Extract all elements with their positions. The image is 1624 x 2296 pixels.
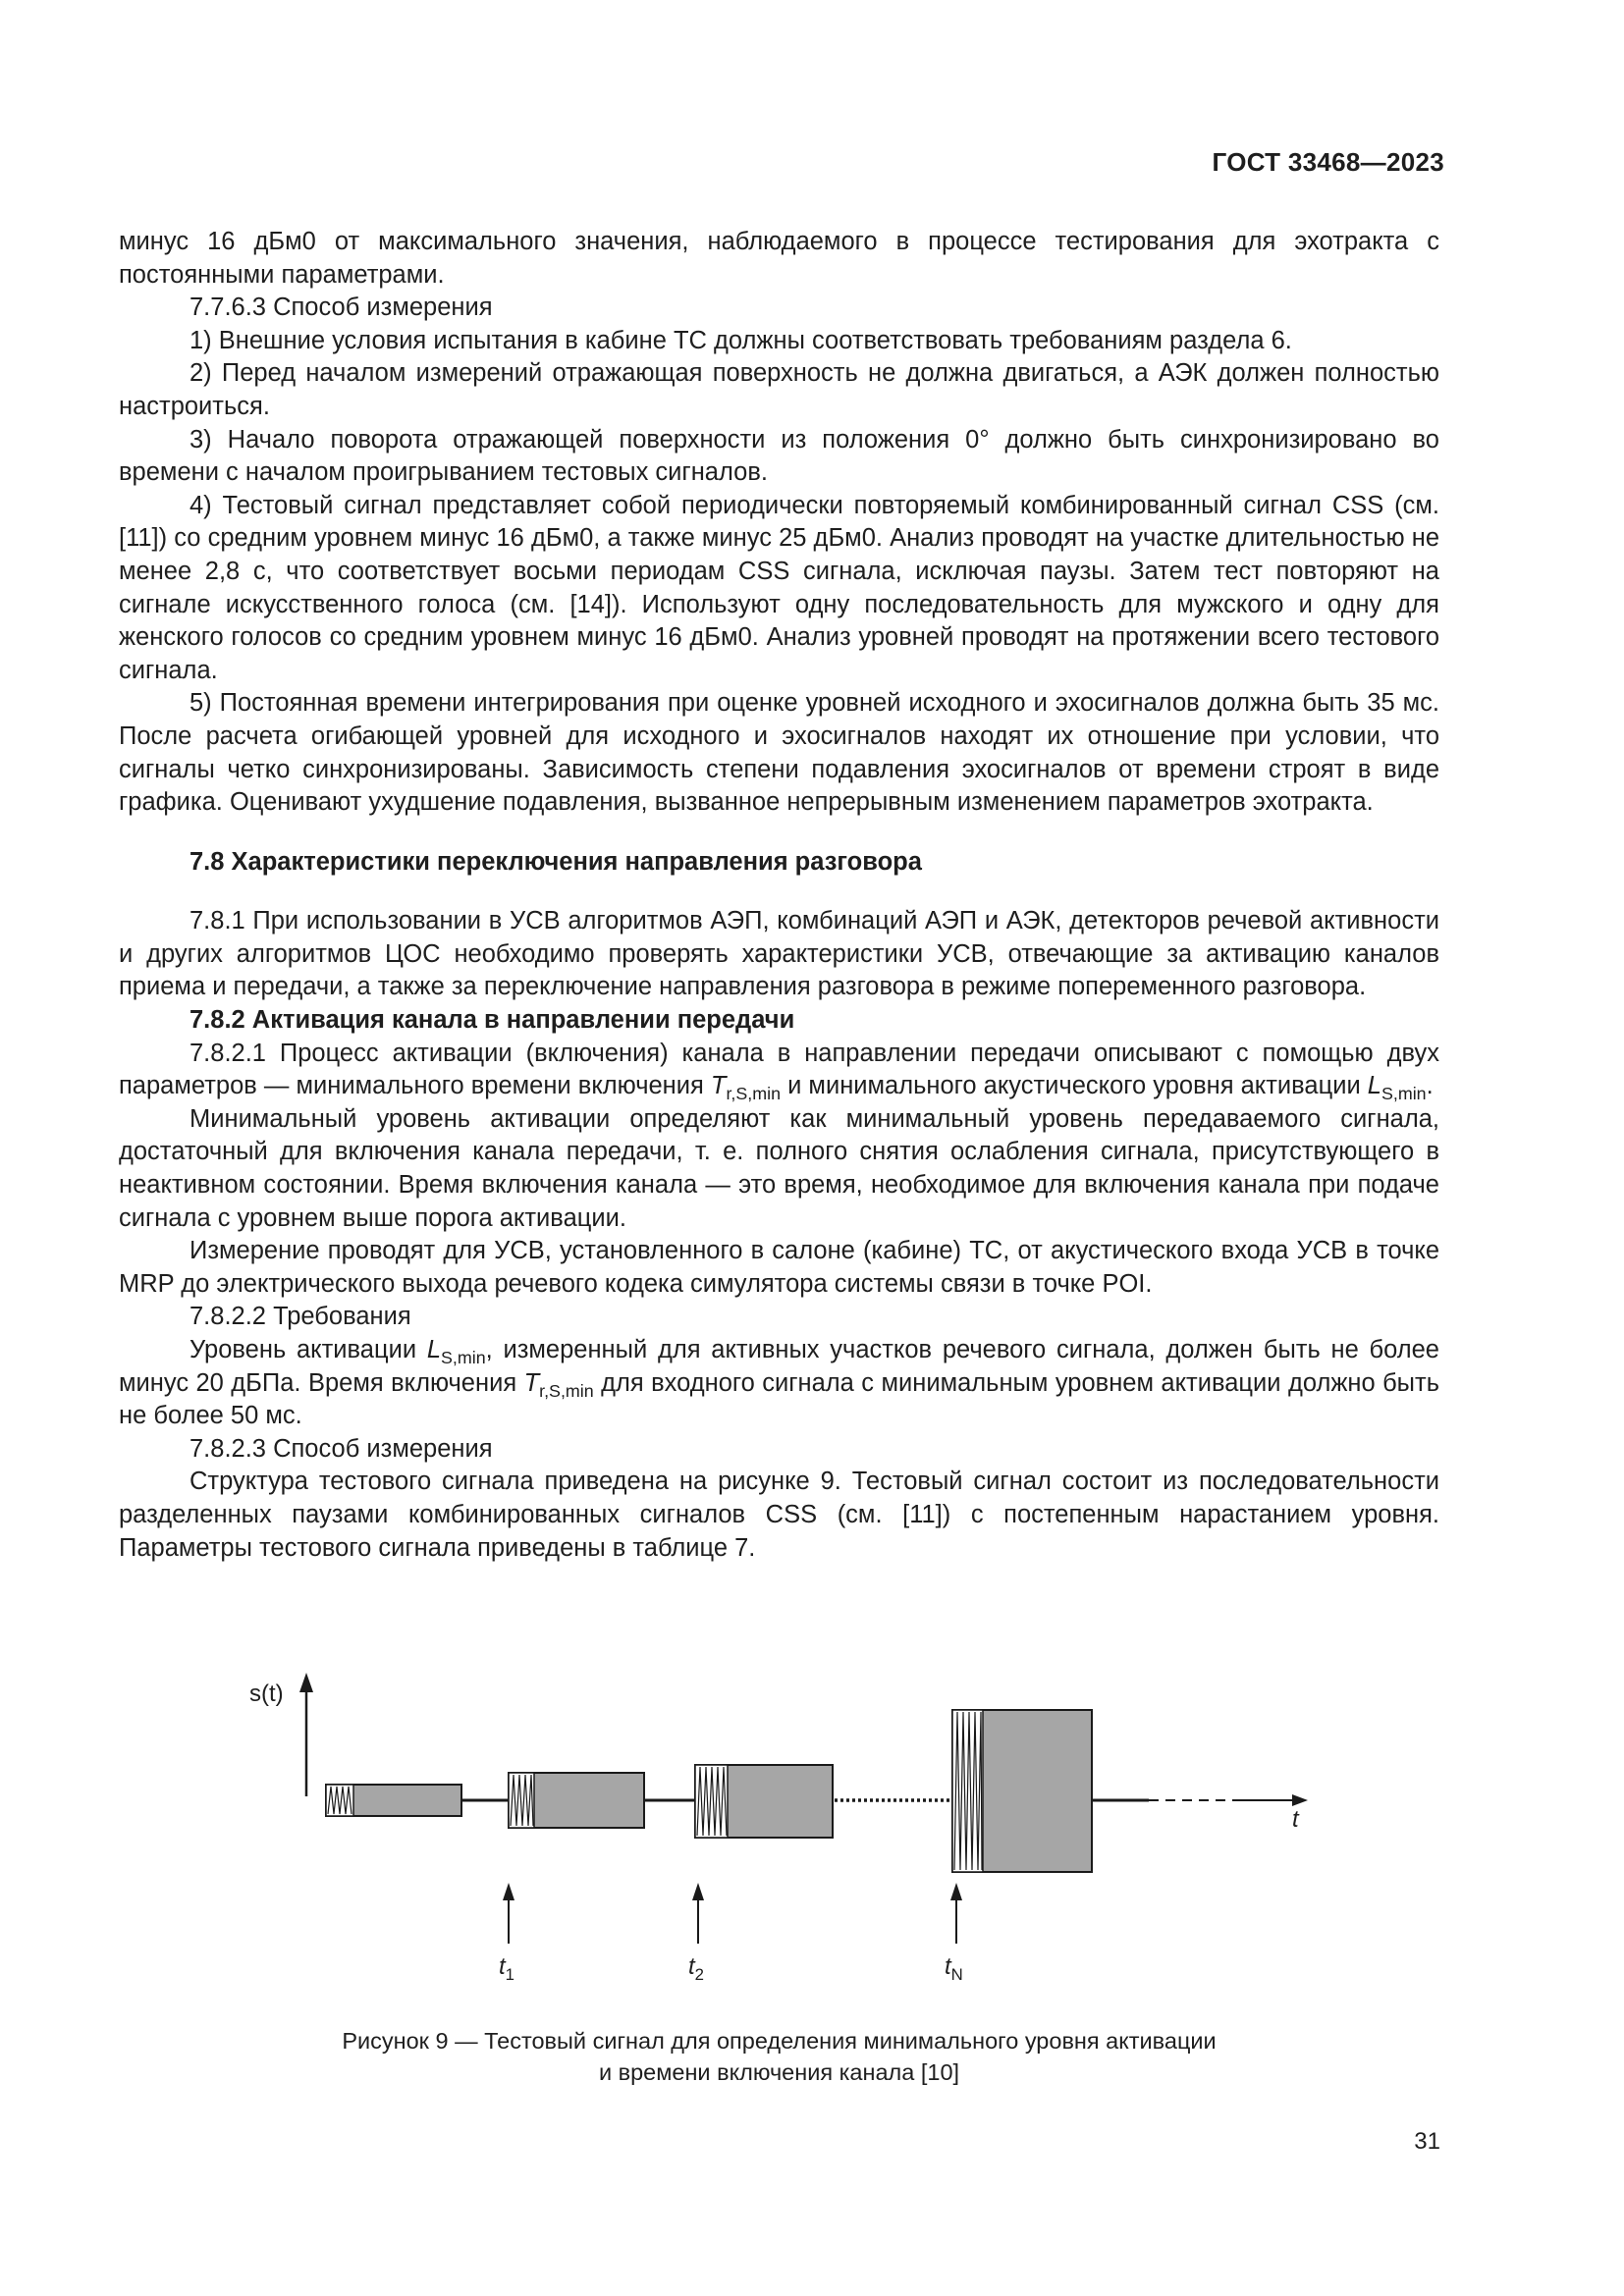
paragraph: 2) Перед началом измерений отражающая поверхность не должна двигаться, а АЭК должен полностью настроиться. bbox=[119, 359, 1439, 420]
symbol-L: L bbox=[426, 1336, 441, 1363]
marker-label-t1 bbox=[499, 1953, 515, 1984]
symbol-L: L bbox=[1367, 1072, 1381, 1100]
text-run: для входного сигнала с минимальным уровнем активации должно быть не более 50 мс. bbox=[119, 1368, 1439, 1430]
document-body bbox=[119, 226, 1439, 1565]
paragraph: 7.8.2.3 Способ измерения bbox=[189, 1434, 493, 1463]
paragraph: 7.8.1 При использовании в УСВ алгоритмов АЭП, комбинаций АЭП и АЭК, детекторов речевой активности и других алгоритмов ЦОС необходимо проверять характеристики УСВ, отвечающие за активацию каналов приема и передачи, а также за переключение направления разговора в режиме попеременного разговора. bbox=[119, 907, 1439, 1001]
caption-line: и времени включения канала [10] bbox=[598, 2059, 960, 2085]
marker-subscript: N bbox=[950, 1964, 963, 1984]
marker-label-tn bbox=[945, 1953, 963, 1984]
x-axis-arrowhead bbox=[1292, 1794, 1308, 1806]
symbol-subscript: S,min bbox=[441, 1348, 486, 1368]
marker-arrowhead bbox=[503, 1883, 514, 1900]
symbol-T: T bbox=[523, 1368, 540, 1397]
symbol-subscript: r,S,min bbox=[539, 1380, 594, 1401]
paragraph: 7.8.2.2 Требования bbox=[189, 1303, 411, 1331]
x-axis-label: t bbox=[1292, 1806, 1299, 1833]
figure-caption bbox=[119, 2025, 1439, 2088]
marker-label-t2 bbox=[688, 1953, 705, 1984]
paragraph: 5) Постоянная времени интегрирования при оценке уровней исходного и эхосигналов должна быть 35 мс. После расчета огибающей уровней для исходного и эхосигналов находят их отношение при условии, что сигналы четко синхронизированы. Зависимость степени подавления эхосигналов от времени строят в виде графика. Оценивают ухудшение подавления, вызванное непрерывным изменением параметров эхотракта. bbox=[119, 689, 1439, 817]
paragraph: 3) Начало поворота отражающей поверхности из положения 0° должно быть синхронизировано во времени с началом проигрыванием тестовых сигналов. bbox=[119, 425, 1439, 487]
paragraph: Структура тестового сигнала приведена на рисунке 9. Тестовый сигнал состоит из последовательности разделенных паузами комбинированных сигналов CSS (см. [11]) с постепенным нарастанием уровня. Параметры тестового сигнала приведены в таблице 7. bbox=[119, 1468, 1439, 1562]
document-header: ГОСТ 33468—2023 bbox=[1212, 147, 1444, 177]
paragraph: 7.7.6.3 Способ измерения bbox=[189, 294, 493, 322]
marker-subscript: 1 bbox=[505, 1964, 515, 1984]
marker-subscript: 2 bbox=[694, 1964, 705, 1984]
text-run: , измеренный для активных участков речевого сигнала, должен быть не более минус 20 дБПа. Время включения bbox=[119, 1336, 1439, 1397]
figure-test-signal bbox=[245, 1669, 1355, 2002]
section-heading: 7.8 Характеристики переключения направления разговора bbox=[189, 847, 922, 876]
signal-diagram bbox=[245, 1669, 1355, 2002]
symbol-subscript: S,min bbox=[1380, 1084, 1427, 1104]
text-run: и минимального акустического уровня активации bbox=[781, 1072, 1368, 1100]
subsection-heading: 7.8.2 Активация канала в направлении передачи bbox=[189, 1006, 795, 1035]
paragraph bbox=[119, 1334, 1439, 1433]
y-axis-label: s(t) bbox=[249, 1681, 284, 1707]
marker-arrowhead bbox=[692, 1883, 704, 1900]
marker-symbol: t bbox=[945, 1953, 951, 1980]
paragraph: 1) Внешние условия испытания в кабине ТС должны соответствовать требованиям раздела 6. bbox=[189, 326, 1292, 354]
y-axis-arrowhead bbox=[299, 1673, 313, 1692]
marker-arrowhead bbox=[950, 1883, 962, 1900]
paragraph bbox=[119, 1038, 1439, 1103]
paragraph: 4) Тестовый сигнал представляет собой периодически повторяемый комбинированный сигнал CSS (см. [11]) со средним уровнем минус 16 дБм0, а также минус 25 дБм0. Анализ проводят на участке длительностью не менее 2,8 с, что соответствует восьми периодам CSS сигнала, исключая паузы. Затем тест повторяют на сигнале искусственного голоса (см. [14]). Используют одну последовательность для мужского и одну для женского голосов со средним уровнем минус 16 дБм0. Анализ уровней проводят на протяжении всего тестового сигнала. bbox=[119, 491, 1439, 684]
caption-line: Рисунок 9 — Тестовый сигнал для определения минимального уровня активации bbox=[342, 2028, 1217, 2054]
page-number: 31 bbox=[1414, 2128, 1440, 2155]
paragraph: минус 16 дБм0 от максимального значения, наблюдаемого в процессе тестирования для эхотракта с постоянными параметрами. bbox=[119, 228, 1439, 289]
text-run: 7.8.2.1 Процесс активации (включения) канала в направлении передачи описывают с помощью двух параметров — минимального времени включения bbox=[119, 1039, 1439, 1100]
text-run: Уровень активации bbox=[189, 1336, 427, 1363]
text-run: . bbox=[1426, 1072, 1434, 1100]
marker-symbol: t bbox=[688, 1953, 695, 1980]
symbol-subscript: r,S,min bbox=[726, 1084, 781, 1104]
paragraph: Минимальный уровень активации определяют как минимальный уровень передаваемого сигнала, достаточный для включения канала передачи, т. е. полного снятия ослабления сигнала, присутствующего в неактивном состоянии. Время включения канала — это время, необходимое для включения канала при подаче сигнала с уровнем выше порога активации. bbox=[119, 1104, 1439, 1232]
symbol-T: T bbox=[710, 1072, 727, 1100]
paragraph: Измерение проводят для УСВ, установленного в салоне (кабине) ТС, от акустического входа УСВ в точке MRP до электрического выхода речевого кодека симулятора системы связи в точке POI. bbox=[119, 1237, 1439, 1298]
marker-symbol: t bbox=[499, 1953, 506, 1980]
